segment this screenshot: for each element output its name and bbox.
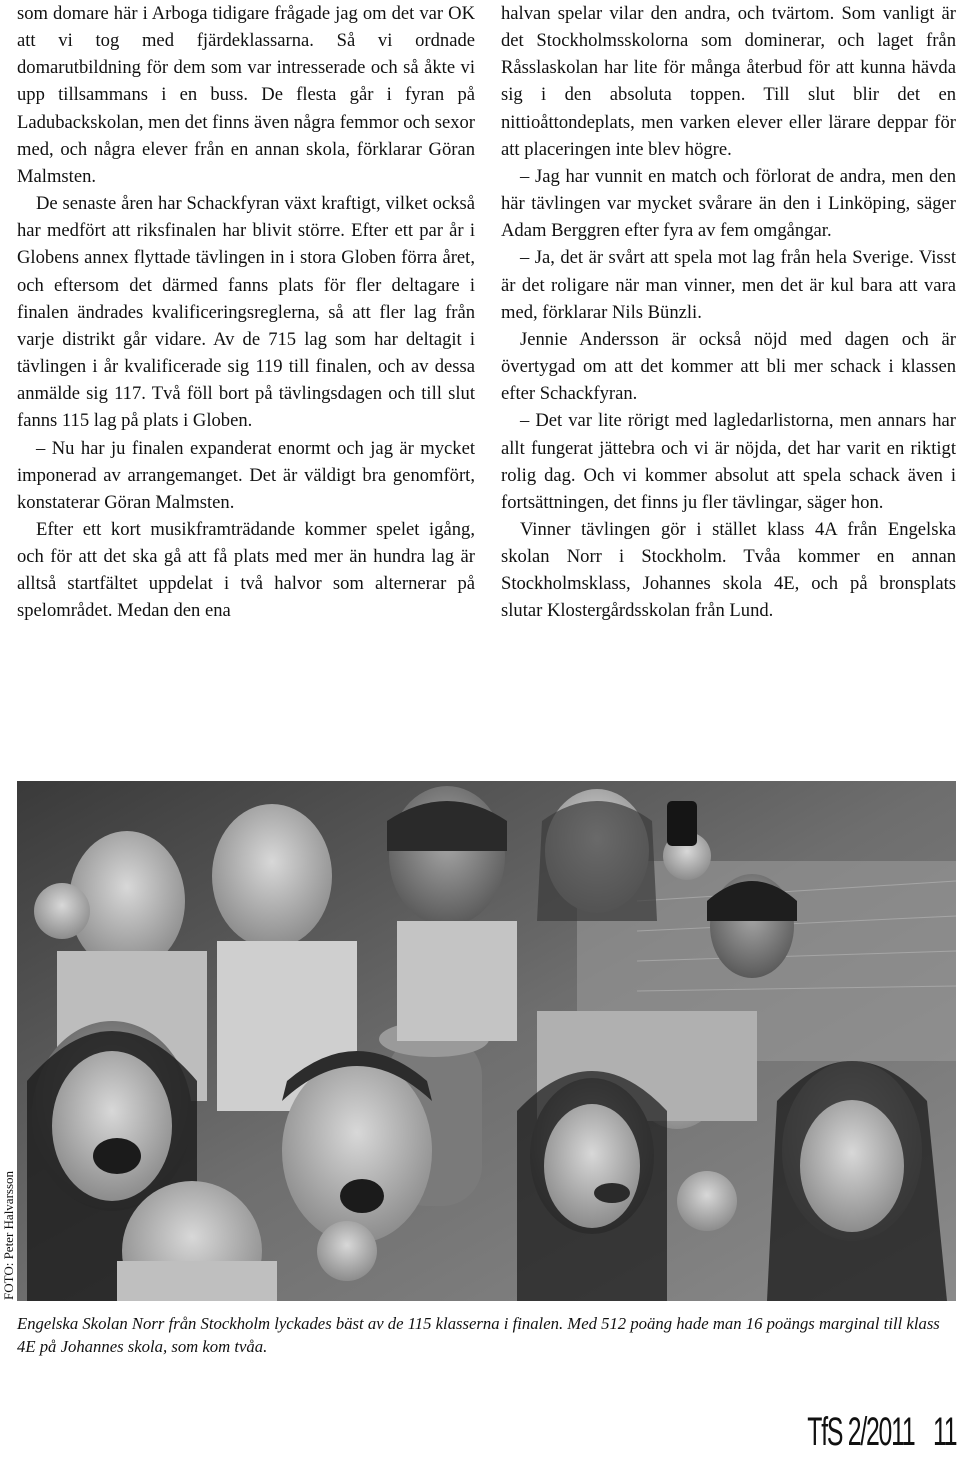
paragraph: – Det var lite rörigt med lagledarlistorna, men annars har allt fungerat jättebra och vi är nöjda, det har varit en riktigt rolig dag. Och vi kommer absolut att spela schack även i fortsättningen, det finns ju fler tävlingar, säger hon. <box>501 410 956 513</box>
paragraph: – Jag har vunnit en match och förlorat de andra, men den här tävlingen var mycket svårare än den i Linköping, säger Adam Berggren efter fyra av fem omgångar. <box>501 165 956 242</box>
team-photo-illustration <box>17 781 956 1301</box>
page-number: 11 <box>932 1410 956 1454</box>
paragraph: Efter ett kort musikframträdande kommer spelet igång, och för att det ska gå att få plats med mer än hundra lag är alltså startfältet uppdelat i två halvor som alternerar på spelområdet. Medan den ena <box>17 518 475 622</box>
paragraph: – Ja, det är svårt att spela mot lag från hela Sverige. Visst är det roligare när man vinner, men det är kul bara att vara med, förklarar Nils Bünzli. <box>501 247 956 323</box>
paragraph: halvan spelar vilar den andra, och tvärtom. Som vanligt är det Stockholmsskolorna som dominerar, och laget från Råsslaskolan har lite för många återbud för att kunna hävda sig i den absoluta toppen. Till slut blir det en nittioåttondeplats, men varken elever eller lärare deppar för att placeringen inte blev högre. <box>501 3 956 160</box>
paragraph: Vinner tävlingen gör i stället klass 4A från Engelska skolan Norr i Stockholm. Tvåa kommer en annan Stockholmsklass, Johannes skola 4E, och på bronsplats slutar Klostergårdsskolan från Lund. <box>501 518 956 622</box>
photo-credit: FOTO: Peter Halvarsson <box>1 1170 16 1300</box>
paragraph: Jennie Andersson är också nöjd med dagen och är övertygad om att det kommer att bli mer schack i klassen efter Schackfyran. <box>501 328 956 405</box>
paragraph: De senaste åren har Schackfyran växt kraftigt, vilket också har medfört att riksfinalen har blivit större. Efter ett par år i Globens annex flyttade tävlingen in i stora Globen förra året, och eftersom det därmed fanns plats för fler deltagare i finalen ändrades kvalificeringsreglerna, så att fler lag från varje distrikt går vidare. Av de 715 lag som har deltagit i tävlingen i år kvalificerade sig 119 till finalen, och av dessa anmälde sig 117. Två föll bort på tävlingsdagen och till slut fanns 115 lag på plats i Globen. <box>17 193 475 432</box>
paragraph: – Nu har ju finalen expanderat enormt och jag är mycket imponerad av arrangemanget. Det är väldigt bra genomfört, konstaterar Göran Malmsten. <box>17 437 475 513</box>
article-column-right <box>501 0 956 625</box>
article-column-left <box>17 0 475 625</box>
page-footer <box>807 1410 956 1455</box>
team-photo <box>17 781 956 1301</box>
paragraph: som domare här i Arboga tidigare frågade jag om det var OK att vi tog med fjärdeklassarna. Så vi ordnade domarutbildning för dem som var intresserade och så åkte vi upp tillsammans i en buss. De flesta går i fyran på Ladubackskolan, men det finns även några femmor och sexor med, och några elever från en annan skola, förklarar Göran Malmsten. <box>17 3 475 187</box>
magazine-issue: TfS 2/2011 <box>807 1410 915 1454</box>
photo-caption: Engelska Skolan Norr från Stockholm lyckades bäst av de 115 klasserna i finalen. Med 512 poäng hade man 16 poängs marginal till klass 4E på Johannes skola, som kom tvåa. <box>17 1314 940 1356</box>
